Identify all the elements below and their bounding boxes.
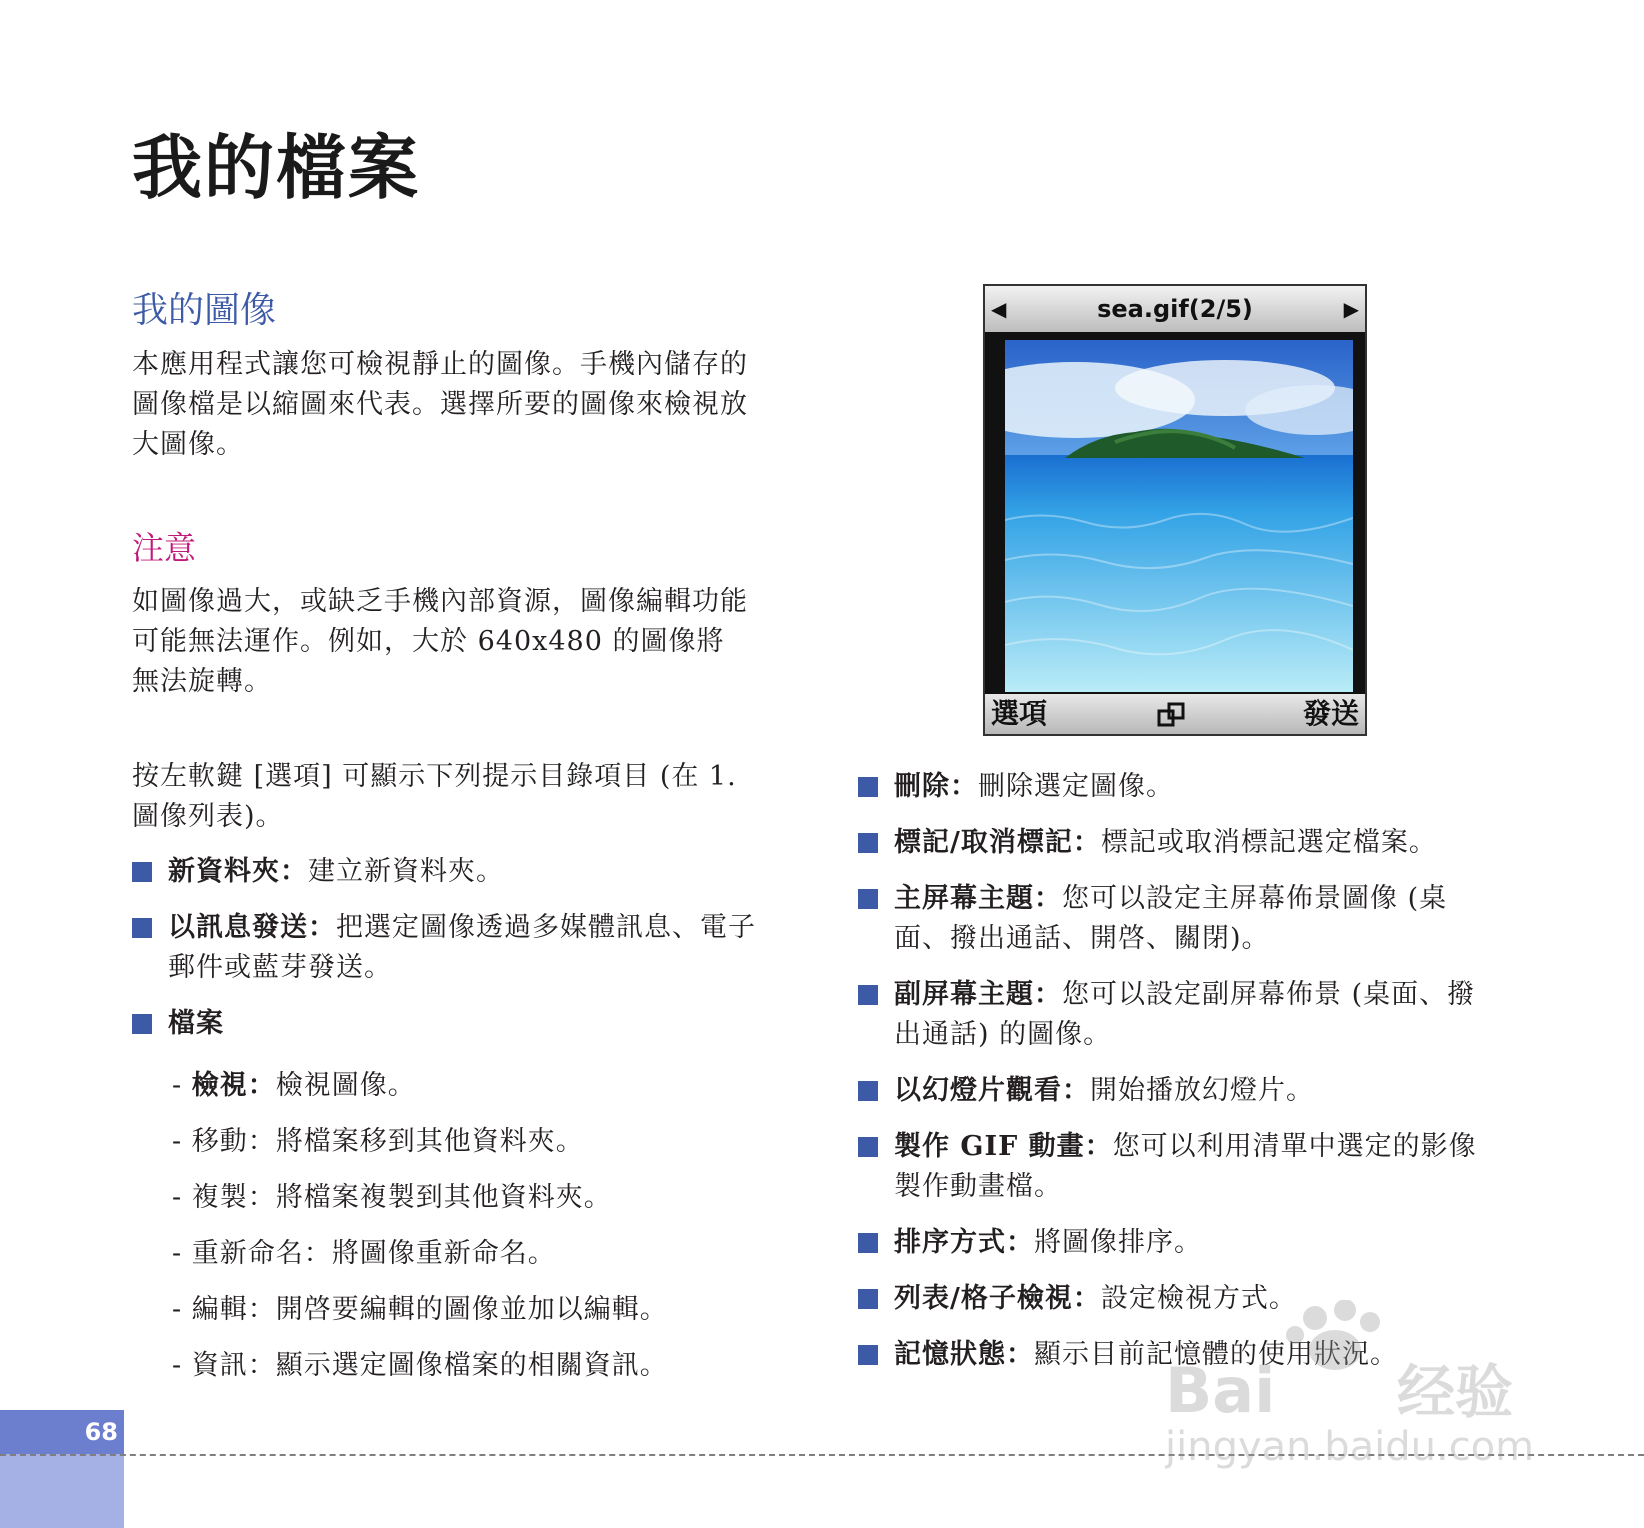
note-heading: 注意 bbox=[132, 529, 197, 567]
item-desc: 將圖像重新命名。 bbox=[331, 1238, 556, 1269]
list-item bbox=[132, 1004, 772, 1044]
list-item bbox=[132, 852, 772, 892]
intro-paragraph: 本應用程式讓您可檢視靜止的圖像。手機內儲存的圖像檔是以縮圖來代表。選擇所要的圖像來檢視放大圖像。 bbox=[132, 349, 748, 460]
item-term: 複製： bbox=[191, 1182, 276, 1213]
item-term: 以幻燈片觀看： bbox=[894, 1075, 1090, 1106]
svg-text:jingyan.baidu.com: jingyan.baidu.com bbox=[1165, 1424, 1535, 1470]
item-term: 副屏幕主題： bbox=[894, 979, 1062, 1010]
left-options-list bbox=[132, 852, 772, 1060]
list-item: - 檢視：檢視圖像。 bbox=[172, 1070, 416, 1101]
menu-intro-paragraph: 按左軟鍵 [選項] 可顯示下列提示目錄項目 (在 1.圖像列表)。 bbox=[132, 761, 737, 832]
list-item bbox=[132, 908, 772, 988]
item-term: 記憶狀態： bbox=[894, 1339, 1034, 1370]
page-title: 我的檔案 bbox=[132, 126, 420, 209]
note-paragraph: 如圖像過大，或缺乏手機內部資源，圖像編輯功能可能無法運作。例如，大於 640x480 的圖像將無法旋轉。 bbox=[132, 586, 748, 697]
item-desc: 將檔案複製到其他資料夾。 bbox=[275, 1182, 612, 1213]
item-term: 重新命名： bbox=[191, 1238, 332, 1269]
section-heading: 我的圖像 bbox=[132, 290, 277, 331]
bullet-square-icon bbox=[132, 1014, 152, 1034]
bullet-square-icon bbox=[858, 1081, 878, 1101]
list-item bbox=[858, 879, 1498, 959]
bullet-square-icon bbox=[858, 1137, 878, 1157]
bullet-square-icon bbox=[858, 833, 878, 853]
phone-title-bar bbox=[985, 286, 1365, 332]
item-term: 刪除： bbox=[894, 771, 978, 802]
item-desc: 設定檢視方式。 bbox=[1100, 1283, 1297, 1314]
item-term: 編輯： bbox=[191, 1294, 276, 1325]
bullet-square-icon bbox=[858, 985, 878, 1005]
bullet-square-icon bbox=[132, 918, 152, 938]
item-term: 資訊： bbox=[191, 1350, 276, 1381]
triangle-right-icon: ▶ bbox=[1343, 297, 1359, 321]
phone-softkey-bar bbox=[985, 694, 1365, 734]
item-term: 檢視： bbox=[191, 1070, 276, 1101]
phone-filename: sea.gif(2/5) bbox=[1097, 295, 1253, 323]
list-item: - 重新命名：將圖像重新命名。 bbox=[172, 1238, 556, 1269]
item-desc: 檢視圖像。 bbox=[275, 1070, 416, 1101]
zoom-icon bbox=[1157, 700, 1187, 740]
item-desc: 顯示選定圖像檔案的相關資訊。 bbox=[275, 1350, 668, 1381]
list-item bbox=[858, 767, 1498, 807]
left-softkey[interactable]: 選項 bbox=[991, 697, 1048, 730]
page-number: 68 bbox=[84, 1418, 118, 1446]
list-item bbox=[858, 823, 1498, 863]
item-term: 以訊息發送： bbox=[168, 912, 336, 943]
item-term: 製作 GIF 動畫： bbox=[894, 1131, 1113, 1162]
list-item bbox=[858, 1223, 1498, 1263]
list-item bbox=[858, 1127, 1498, 1207]
item-desc: 將檔案移到其他資料夾。 bbox=[275, 1126, 584, 1157]
item-desc: 開啓要編輯的圖像並加以編輯。 bbox=[275, 1294, 668, 1325]
item-term: 標記/取消標記： bbox=[894, 827, 1101, 858]
bullet-square-icon bbox=[858, 1345, 878, 1365]
list-item: - 資訊：顯示選定圖像檔案的相關資訊。 bbox=[172, 1350, 668, 1381]
list-item: - 編輯：開啓要編輯的圖像並加以編輯。 bbox=[172, 1294, 668, 1325]
bullet-square-icon bbox=[858, 1233, 878, 1253]
item-desc: 建立新資料夾。 bbox=[308, 856, 504, 887]
bullet-square-icon bbox=[858, 777, 878, 797]
item-desc: 您可以設定主屏幕佈景圖像 (桌面、撥出通話、開啓、關閉)。 bbox=[894, 883, 1448, 954]
item-desc: 將圖像排序。 bbox=[1034, 1227, 1202, 1258]
bullet-square-icon bbox=[132, 862, 152, 882]
item-term: 新資料夾： bbox=[168, 856, 308, 887]
item-desc: 您可以設定副屏幕佈景 (桌面、撥出通話) 的圖像。 bbox=[894, 979, 1476, 1050]
item-term: 主屏幕主題： bbox=[894, 883, 1062, 914]
bullet-square-icon bbox=[858, 889, 878, 909]
item-desc: 標記或取消標記選定檔案。 bbox=[1100, 827, 1437, 858]
item-desc: 顯示目前記憶體的使用狀況。 bbox=[1034, 1339, 1398, 1370]
right-options-list bbox=[858, 767, 1498, 1391]
baidu-watermark-logo bbox=[1165, 1300, 1555, 1470]
svg-text:经验: 经验 bbox=[1397, 1358, 1514, 1426]
list-item: - 複製：將檔案複製到其他資料夾。 bbox=[172, 1182, 612, 1213]
item-term: 列表/格子檢視： bbox=[894, 1283, 1101, 1314]
item-desc: 刪除選定圖像。 bbox=[978, 771, 1174, 802]
phone-screenshot bbox=[983, 284, 1367, 736]
bullet-square-icon bbox=[858, 1289, 878, 1309]
list-item bbox=[858, 1071, 1498, 1111]
item-term: 排序方式： bbox=[894, 1227, 1034, 1258]
item-desc: 把選定圖像透過多媒體訊息、電子郵件或藍芽發送。 bbox=[168, 912, 756, 983]
list-item: - 移動：將檔案移到其他資料夾。 bbox=[172, 1126, 584, 1157]
item-term: 移動： bbox=[191, 1126, 276, 1157]
item-term: 檔案 bbox=[168, 1008, 224, 1039]
sea-image bbox=[1005, 340, 1353, 692]
file-submenu-list bbox=[172, 1066, 732, 1402]
right-softkey[interactable]: 發送 bbox=[1302, 697, 1359, 730]
item-desc: 您可以利用清單中選定的影像製作動畫檔。 bbox=[894, 1131, 1477, 1202]
item-desc: 開始播放幻燈片。 bbox=[1090, 1075, 1314, 1106]
svg-text:Bai: Bai bbox=[1165, 1354, 1276, 1427]
list-item bbox=[858, 975, 1498, 1055]
triangle-left-icon: ◀ bbox=[991, 297, 1007, 321]
